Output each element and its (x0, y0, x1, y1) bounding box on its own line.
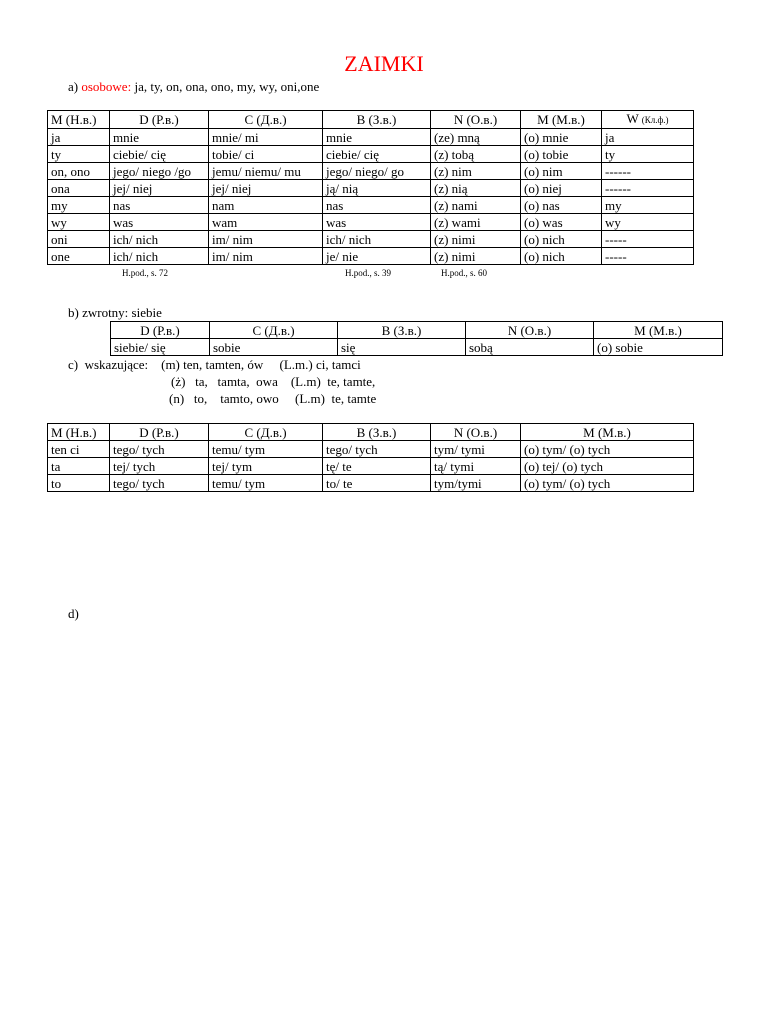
table-row (48, 231, 694, 248)
table-row (48, 146, 694, 163)
table-cell: ją/ nią (323, 180, 431, 197)
table-cell: jego/ niego/ go (323, 163, 431, 180)
header-label: B (З.в.) (356, 112, 397, 127)
table-cell: ciebie/ cię (110, 146, 209, 163)
section-a-colon: : (127, 79, 132, 94)
header-cell (431, 111, 521, 129)
table-cell: ------ (602, 163, 694, 180)
table-cell: ty (602, 146, 694, 163)
section-c-neuter: (n) to, tamto, owo (L.m) te, tamte (169, 391, 377, 406)
header-label: C (Д.в.) (244, 112, 287, 127)
table-cell: (o) nim (521, 163, 602, 180)
table-cell: (o) was (521, 214, 602, 231)
section-b-heading: b) zwrotny: siebie (68, 305, 162, 320)
table-cell: my (602, 197, 694, 214)
table-cell: tej/ tych (110, 458, 209, 475)
table-cell: ich/ nich (323, 231, 431, 248)
table-row (48, 163, 694, 180)
table-cell: tej/ tym (209, 458, 323, 475)
table-cell: on, ono (48, 163, 110, 180)
table-cell: my (48, 197, 110, 214)
table-cell: ten ci (48, 441, 110, 458)
header-cell (48, 111, 110, 129)
table-cell: tym/ tymi (431, 441, 521, 458)
table-cell: mnie (110, 129, 209, 146)
table-cell: to (48, 475, 110, 492)
table-cell: (o) tobie (521, 146, 602, 163)
header-cell: B (З.в.) (323, 424, 431, 441)
source-note-2: H.pod., s. 39 (345, 268, 392, 278)
header-cell: M (М.в.) (594, 322, 723, 339)
header-cell: D (Р.в.) (111, 322, 210, 339)
table-cell: to/ te (323, 475, 431, 492)
table-cell: ------ (602, 180, 694, 197)
table-cell: nas (323, 197, 431, 214)
table-cell: ona (48, 180, 110, 197)
personal-pronouns-table (47, 110, 694, 265)
header-cell (602, 111, 694, 129)
table-cell: sobą (466, 339, 594, 356)
table-cell: (o) nich (521, 231, 602, 248)
table-cell: ----- (602, 231, 694, 248)
table-cell: oni (48, 231, 110, 248)
table-cell: (o) niej (521, 180, 602, 197)
header-cell (110, 111, 209, 129)
table-cell: tym/tymi (431, 475, 521, 492)
table-cell: (z) nim (431, 163, 521, 180)
table-cell: ty (48, 146, 110, 163)
table-cell: jej/ niej (209, 180, 323, 197)
table-row (48, 458, 694, 475)
table-cell: ta (48, 458, 110, 475)
table-cell: je/ nie (323, 248, 431, 265)
table-row (48, 197, 694, 214)
table-cell: (o) nich (521, 248, 602, 265)
table-row (48, 129, 694, 146)
table-cell: tego/ tych (110, 475, 209, 492)
table-cell: mnie (323, 129, 431, 146)
table-cell: (z) tobą (431, 146, 521, 163)
header-cell (323, 111, 431, 129)
page-title: ZAIMKI (344, 51, 424, 76)
header-cell: N (О.в.) (431, 424, 521, 441)
table-cell: mnie/ mi (209, 129, 323, 146)
demonstrative-pronouns-table (47, 423, 694, 492)
table-cell: jej/ niej (110, 180, 209, 197)
section-d-heading: d) (68, 606, 79, 621)
section-a-list: ja, ty, on, ona, ono, my, wy, oni,one (131, 79, 320, 94)
table-cell: im/ nim (209, 248, 323, 265)
header-label: M (Н.в.) (51, 112, 97, 127)
table-row (48, 248, 694, 265)
table-cell: nas (110, 197, 209, 214)
table-cell: (o) tym/ (o) tych (521, 475, 694, 492)
table-cell: tę/ te (323, 458, 431, 475)
table-cell: (o) nas (521, 197, 602, 214)
table-cell: jemu/ niemu/ mu (209, 163, 323, 180)
source-note-3: H.pod., s. 60 (441, 268, 488, 278)
header-cell: M (М.в.) (521, 424, 694, 441)
section-a-heading (68, 79, 319, 94)
table-cell: was (110, 214, 209, 231)
table-cell: (z) nimi (431, 248, 521, 265)
table-cell: ich/ nich (110, 248, 209, 265)
header-cell: C (Д.в.) (209, 424, 323, 441)
section-c-feminine: (ż) ta, tamta, owa (L.m) te, tamte, (171, 374, 376, 389)
table-cell: wam (209, 214, 323, 231)
table-cell: (z) wami (431, 214, 521, 231)
table-row (48, 475, 694, 492)
table-cell: tą/ tymi (431, 458, 521, 475)
header-cell: M (Н.в.) (48, 424, 110, 441)
table-cell: tobie/ ci (209, 146, 323, 163)
table-cell: (z) nimi (431, 231, 521, 248)
table-cell: jego/ niego /go (110, 163, 209, 180)
table-row (48, 180, 694, 197)
table-row (48, 214, 694, 231)
reflexive-pronoun-table (110, 321, 723, 356)
header-cell: N (О.в.) (466, 322, 594, 339)
header-cell: D (Р.в.) (110, 424, 209, 441)
table-cell: (z) nią (431, 180, 521, 197)
table-cell: ciebie/ cię (323, 146, 431, 163)
table-cell: temu/ tym (209, 475, 323, 492)
table-cell: tego/ tych (110, 441, 209, 458)
section-c-heading: c) wskazujące: (m) ten, tamten, ów (L.m.) ci, tamci (68, 357, 361, 372)
table-cell: temu/ tym (209, 441, 323, 458)
table-cell: (o) tej/ (o) tych (521, 458, 694, 475)
section-a-label: osobowe (81, 79, 128, 94)
header-label: D (Р.в.) (139, 112, 179, 127)
table-cell: sobie (210, 339, 338, 356)
table-cell: one (48, 248, 110, 265)
table-cell: (ze) mną (431, 129, 521, 146)
header-label: N (О.в.) (453, 112, 498, 127)
table-cell: ich/ nich (110, 231, 209, 248)
header-label: W (626, 111, 639, 126)
table-row (48, 441, 694, 458)
table-row (111, 339, 723, 356)
table-cell: nam (209, 197, 323, 214)
header-cell (209, 111, 323, 129)
table-cell: was (323, 214, 431, 231)
table-cell: siebie/ się (111, 339, 210, 356)
table-cell: (z) nami (431, 197, 521, 214)
table-cell: wy (48, 214, 110, 231)
table-cell: (o) sobie (594, 339, 723, 356)
table-cell: się (338, 339, 466, 356)
header-cell (521, 111, 602, 129)
source-note-1: H.pod., s. 72 (122, 268, 169, 278)
table-cell: (o) tym/ (o) tych (521, 441, 694, 458)
table-cell: wy (602, 214, 694, 231)
header-label: M (М.в.) (537, 112, 585, 127)
table-cell: ----- (602, 248, 694, 265)
table-cell: tego/ tych (323, 441, 431, 458)
table-cell: (o) mnie (521, 129, 602, 146)
section-a-marker: a) (68, 79, 79, 94)
table-cell: ja (602, 129, 694, 146)
header-cell: C (Д.в.) (210, 322, 338, 339)
header-label-small: (Кл.ф.) (641, 115, 669, 125)
table-cell: ja (48, 129, 110, 146)
header-cell: B (З.в.) (338, 322, 466, 339)
table-cell: im/ nim (209, 231, 323, 248)
